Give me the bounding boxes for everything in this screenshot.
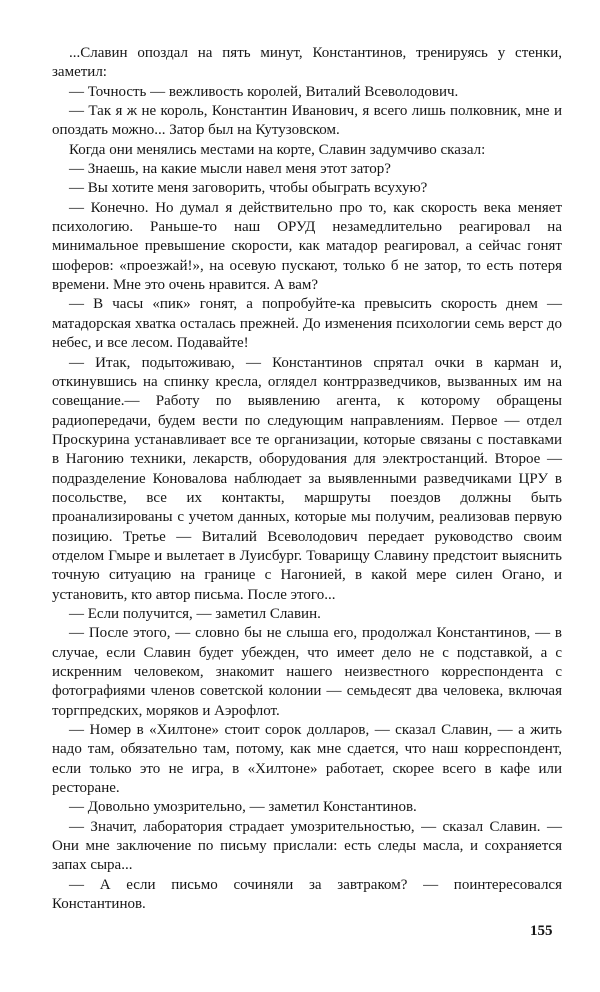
paragraph: — А если письмо сочиняли за завтраком? — поинтересовался Константинов. [52,876,562,913]
paragraph: — Знаешь, на какие мысли навел меня этот затор? [69,161,391,178]
paragraph: — Итак, подытоживаю, — Константинов спрятал очки в карман и, откинувшись на спинку кресла, оглядел контрразведчиков, вызванных им на совещание.— Работу по выявлению агента, к которому обращены радиопередачи, будем вести по следующим направлениям. Первое — отдел Проскурина устанавливает все те организации, которые связаны с поставками в Нагонию техники, лекарств, оборудования для электростанций. Второе — подразделение Коновалова наблюдает за выявленными разведчиками ЦРУ в посольстве, все их контакты, маршруты поездов должны быть проанализированы с учетом данных, которые мы получим, реализовав первую позицию. Третье — Виталий Всеволодович передает руководство своим отделом Гмыре и вылетает в Луисбург. Товарищу Славину предстоит выяснить точную ситуацию на границе с Нагонией, в какой мере силен Огано, и установить, кто автор письма. После этого... [52,354,562,603]
paragraph: — Номер в «Хилтоне» стоит сорок долларов, — сказал Славин, — а жить надо там, обязательно там, потому, как мне сдается, что наш корреспондент, если только это не игра, в «Хилтоне» работает, скорее всего в кафе или ресторане. [52,722,562,797]
paragraph: — Довольно умозрительно, — заметил Константинов. [69,799,417,816]
paragraph: — Конечно. Но думал я действительно про то, как скорость века меняет психологию. Раньше-то наш ОРУД незамедлительно реагировал на минимальное превышение скорости, как матадор реагировал, а сейчас гонят шоферов: «проезжай!», на осевую пускают, только б не затор, то есть потеря времени. Мне это очень нравится. А вам? [52,199,562,294]
paragraph: — Значит, лаборатория страдает умозрительностью, — сказал Славин. — Они мне заключение по письму прислали: есть следы масла, и сохраняется запах сыра... [52,818,562,874]
page-number: 155 [530,923,553,939]
paragraph: — Вы хотите меня заговорить, чтобы обыграть всухую? [69,180,428,197]
paragraph: ...Славин опоздал на пять минут, Константинов, тренируясь у стенки, заметил: [52,45,562,81]
paragraph: Когда они менялись местами на корте, Славин задумчиво сказал: [69,141,486,158]
paragraph: — После этого, — словно бы не слыша его, продолжал Константинов, — в случае, если Славин будет убежден, что имеет дело не с подставкой, а с искренним человеком, знакомит нашего неизвестного корреспондента с фотографиями членов советской колонии — семьдесят два человека, включая торгпредских, моряков и Аэрофлот. [52,625,562,719]
paragraph: — В часы «пик» гонят, а попробуйте-ка превысить скорость днем — матадорская хватка осталась прежней. До изменения психологии семь верст до небес, и все лесом. Подавайте! [52,296,562,352]
paragraph: — Если получится, — заметил Славин. [69,605,321,622]
paragraph: — Так я ж не король, Константин Иванович, я всего лишь полковник, мне и опоздать можно... Затор был на Кутузовском. [52,103,562,139]
paragraph: — Точность — вежливость королей, Виталий Всеволодович. [69,83,459,100]
book-page-text [52,44,562,914]
